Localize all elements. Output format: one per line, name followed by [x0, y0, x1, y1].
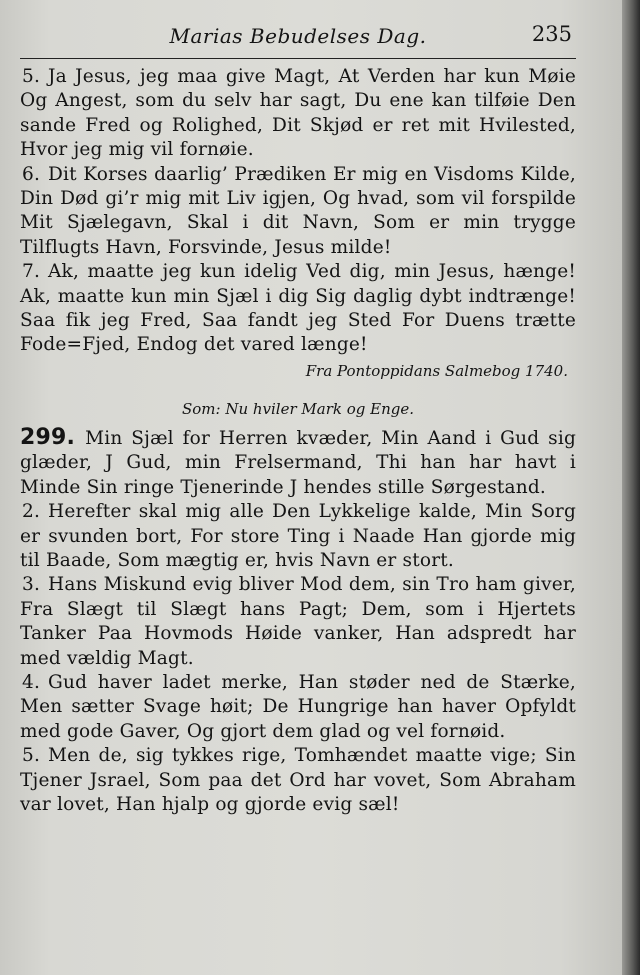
stanza-text: Herefter skal mig alle Den Lykkelige kalde, Min Sorg er svunden bort, For store Ting i Naade Han gjorde mig til Baade, Som mægtig er, hvis Navn er stort. — [20, 501, 576, 571]
stanza-number: 6. — [22, 163, 41, 185]
hymn-source: Fra Pontoppidans Salmebog 1740. — [305, 361, 568, 380]
stanza-text: Ja Jesus, jeg maa give Magt, At Verden har kun Møie Og Angest, som du selv har sagt, Du ene kan tilføie Den sande Fred og Rolighed, Dit Skjød er ret mit Hvilested, Hvor jeg mig vil fornøie. — [20, 66, 576, 161]
running-header — [20, 18, 576, 59]
page-edge-shadow — [622, 0, 640, 975]
stanza-number: 5. — [22, 66, 41, 87]
stanza-number: 7. — [22, 261, 41, 283]
stanza-text: Min Sjæl for Herren kvæder, Min Aand i Gud sig glæder, J Gud, min Frelsermand, Thi han har havt i Minde Sin ringe Tjenerinde J hendes stille Sørgestand. — [20, 427, 576, 498]
stanza-number: 5. — [22, 745, 41, 767]
stanza-text: Dit Korses daarlig’ Prædiken Er mig en Visdoms Kilde, Din Død gi’r mig mit Liv igjen, Og hvad, som vil forspilde Mit Sjælegavn, Skal i dit Navn, Som er min trygge Tilflugts Havn, Forsvinde, Jesus milde! — [20, 163, 576, 258]
stanza-number: 4. — [22, 671, 41, 693]
stanza-6 — [20, 163, 576, 261]
hymn-number: 299. — [20, 424, 76, 450]
hymn-299-stanza-1 — [20, 426, 576, 500]
stanza-text: Hans Miskund evig bliver Mod dem, sin Tro ham giver, Fra Slægt til Slægt hans Pagt; Dem, som i Hjertets Tanker Paa Hovmods Høide vanker, Han adspredt har med vældig Magt. — [20, 574, 576, 669]
hymn-299-stanza-2 — [20, 500, 576, 573]
stanza-text: Ak, maatte jeg kun idelig Ved dig, min Jesus, hænge! Ak, maatte kun min Sjæl i dig Sig daglig dybt indtrænge! Saa fik jeg Fred, Saa fandt jeg Sted For Duens trætte Fode=Fjed, Endog det vared længe! — [20, 261, 576, 356]
stanza-text: Gud haver ladet merke, Han støder ned de Stærke, Men sætter Svage høit; De Hungrige han haver Opfyldt med gode Gaver, Og gjort dem glad og vel fornøid. — [20, 671, 576, 742]
stanza-7 — [20, 260, 576, 358]
page-content — [20, 18, 576, 817]
stanza-number: 3. — [22, 574, 41, 596]
page-title: Marias Bebudelses Dag. — [169, 24, 427, 48]
melody-line: Som: Nu hviler Mark og Enge. — [181, 399, 415, 418]
stanza-text: Men de, sig tykkes rige, Tomhændet maatte vige; Sin Tjener Jsrael, Som paa det Ord har vovet, Som Abraham var lovet, Han hjalp og gjorde evig sæl! — [20, 745, 576, 815]
hymn-299-stanza-5 — [20, 744, 576, 817]
hymn-299-stanza-4 — [20, 671, 576, 744]
page-number: 235 — [531, 22, 572, 46]
stanza-5 — [20, 65, 576, 163]
stanza-number: 2. — [22, 501, 41, 523]
hymn-299-stanza-3 — [20, 573, 576, 671]
